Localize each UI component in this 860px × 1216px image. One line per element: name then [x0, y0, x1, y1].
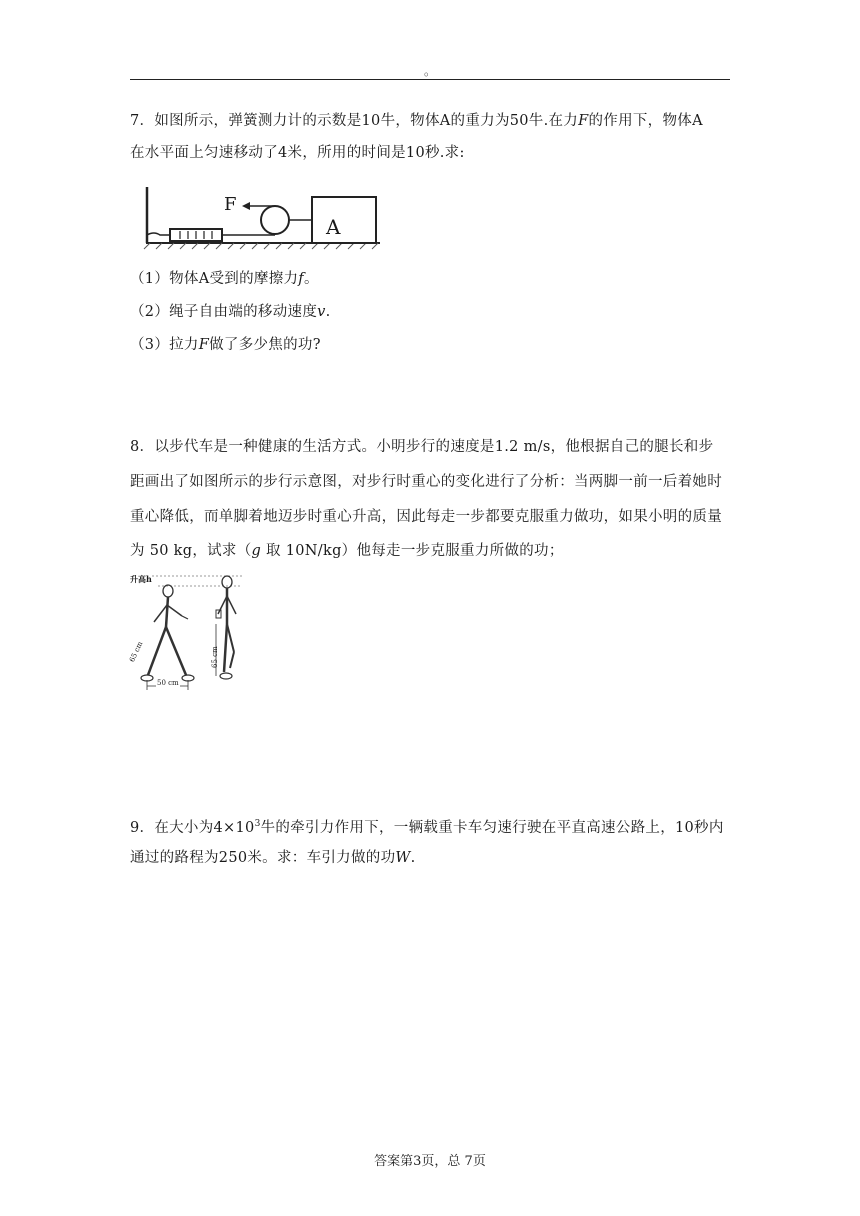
q9-line-2: 通过的路程为250米。求：车引力做的功W.: [130, 850, 416, 866]
q7-line-1: 7．如图所示，弹簧测力计的示数是10牛，物体A的重力为50牛.在力F的作用下，物体A: [130, 113, 703, 129]
q8-line-4: 为 50 kg，试求（g 取 10N/kg）他每走一步克服重力所做的功；: [130, 543, 564, 559]
page-footer: 答案第3页，总 7页: [374, 1154, 486, 1169]
q8-line-3: 重心降低，而单脚着地迈步时重心升高，因此每走一步都要克服重力做功，如果小明的质量: [130, 509, 722, 525]
q8-walking-figure: [130, 572, 255, 692]
q7-block-label: A: [326, 215, 341, 239]
q9-line-1: 9．在大小为$4\times 10^3$牛的牵引力作用下，一辆载重卡车匀速行驶在平直高速公路上，10秒内: [130, 819, 724, 836]
q8-leg-label-left: 65 cm: [128, 640, 145, 664]
q7-subquestion-3: （3）拉力F做了多少焦的功?: [130, 337, 321, 353]
q7-force-label: F: [224, 194, 237, 215]
q8-line-1: 8．以步代车是一种健康的生活方式。小明步行的速度是1.2 m/s，他根据自己的腿长和步: [130, 439, 714, 455]
q7-line-2: 在水平面上匀速移动了4米，所用的时间是10秒.求:: [130, 145, 465, 161]
q7-pulley-figure: [140, 185, 385, 251]
q8-rise-label: 升高h: [130, 574, 152, 584]
header-rule: [130, 79, 730, 80]
q7-subquestion-2: （2）绳子自由端的移动速度v.: [130, 304, 331, 320]
q7-subquestion-1: （1）物体A受到的摩擦力f。: [130, 271, 319, 287]
q8-leg-label-right: 65 cm: [211, 646, 219, 668]
q8-step-label: 50 cm: [157, 679, 179, 687]
header-mark: 。: [424, 64, 437, 78]
q8-line-2: 距画出了如图所示的步行示意图，对步行时重心的变化进行了分析：当两脚一前一后着她时: [130, 474, 722, 490]
